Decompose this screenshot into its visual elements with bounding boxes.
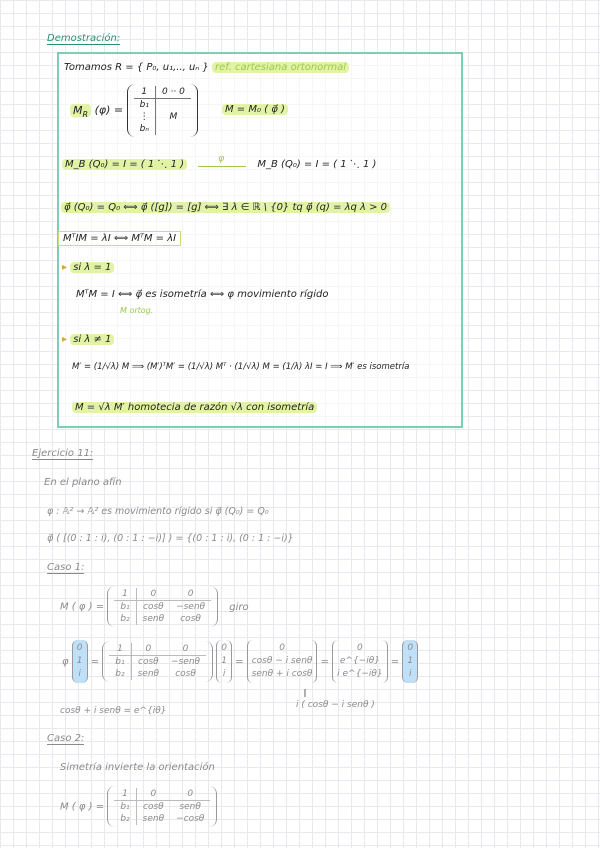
- matrix-cell: senθ: [179, 802, 201, 812]
- proof-line-4: φ⃗ (Q₀) = Q₀ ⟺ φ⃗ ([g]) = [g] ⟺ ∃ λ ∈ ℝ \ {0} tq φ⃗ (q) = λq λ > 0: [61, 202, 390, 213]
- vector-entry: 0: [407, 643, 414, 653]
- matrix-cell: 0: [136, 788, 170, 801]
- vector-entry: 0: [76, 643, 83, 653]
- vector-final: [402, 640, 418, 683]
- matrix-cell: 1: [114, 588, 136, 601]
- matrix-cell: b₂: [109, 668, 131, 680]
- exercise-title: Ejercicio 11:: [32, 448, 94, 459]
- proof-line-1-note: ref. cartesiana ortonormal: [212, 62, 349, 73]
- matrix-cell: cosθ: [143, 802, 164, 812]
- vector-result: [247, 640, 318, 683]
- proof-line-1: [64, 62, 349, 73]
- matrix-cell: 0: [170, 588, 211, 601]
- vector-entry: 1: [221, 656, 227, 666]
- case1-title: Caso 1:: [47, 562, 85, 573]
- matrix-cell: cosθ: [180, 614, 201, 624]
- case1-equation: [76, 289, 328, 300]
- matrix-cell: b₂: [114, 813, 136, 825]
- case2-row: [62, 334, 114, 345]
- proof-line-1-text: Tomamos R = { P₀, u₁,.., uₙ }: [64, 62, 209, 73]
- matrix-cell: 0: [131, 643, 165, 656]
- matrix-cell: [155, 99, 190, 112]
- vector-entry: i e^{−iθ}: [337, 669, 383, 679]
- matrix-cell: M: [169, 112, 178, 122]
- exercise-line-3: φ⃗ ( [(0 : 1 : i), (0 : 1 : −i)] ) = {(0 : 1 : i), (0 : 1 : −i)}: [47, 533, 294, 544]
- matrix-cell: bₙ: [134, 123, 156, 135]
- final-equation: M = √λ M′ homotecia de razón √λ con isometría: [72, 402, 317, 413]
- case2-m-label: M ( φ ) =: [60, 801, 105, 813]
- line3-arrow: [198, 154, 246, 167]
- vector-entry: 1: [76, 656, 83, 666]
- matrix-cell: ⋮: [134, 111, 156, 123]
- vector-entry: i: [78, 669, 81, 679]
- matrix-cell: b₂: [114, 613, 136, 625]
- matrix-cell: b₁: [109, 656, 131, 669]
- matrix-cell: b₁: [114, 601, 136, 614]
- matrix-cell: [155, 123, 190, 135]
- case1-label: si λ = 1: [70, 262, 114, 273]
- mr-matrix: [127, 84, 198, 137]
- vector-left: [72, 640, 88, 683]
- matrix-cell: b₁: [134, 99, 156, 112]
- line3-right: M_B (Q₀) = I = ( 1 ⋱ 1 ): [257, 159, 377, 170]
- case1-m-label: M ( φ ) =: [60, 601, 105, 613]
- matrix-cell: cosθ: [175, 669, 196, 679]
- bullet-icon: ▸: [62, 334, 68, 345]
- section-title: Demostración:: [47, 33, 121, 44]
- case1-note: giro: [229, 601, 249, 613]
- matrix-cell: 0: [136, 588, 170, 601]
- case1-note: M ortog.: [120, 306, 154, 315]
- euler-formula: cosθ + i senθ = e^{iθ}: [60, 706, 167, 716]
- vector-mid: [216, 640, 232, 683]
- vector-equation: φ 0 1 i = 1 0 0 b₁ cosθ −senθ b₂ senθ cosθ 0 1 i = 0 cosθ − i senθ senθ + i cosθ = 0 e^{−iθ} i e^{−iθ} = 0 1 i: [62, 640, 418, 683]
- case2-equation: M′ = (1/√λ) M ⟹ (M′)ᵀM′ = (1/√λ) Mᵀ · (1/√λ) M = (1/λ) λI = I ⟹ M′ es isometría: [72, 362, 410, 372]
- mr-arg: (φ) =: [94, 103, 124, 117]
- matrix-cell: 0: [170, 788, 210, 801]
- vector-matrix: [102, 641, 213, 682]
- case1-row: [62, 262, 114, 273]
- case2-label: si λ ≠ 1: [70, 334, 114, 345]
- case1-matrix: [107, 586, 218, 627]
- matrix-cell: −senθ: [176, 602, 206, 612]
- vector-entry: 0: [357, 643, 363, 653]
- matrix-cell: −cosθ: [176, 814, 205, 824]
- vector-entry: senθ + i cosθ: [251, 669, 313, 679]
- proof-line-5: MᵀIM = λI ⟺ MᵀM = λI: [58, 231, 181, 246]
- vector-entry: i: [408, 669, 412, 679]
- vector-entry: e^{−iθ}: [339, 656, 380, 666]
- case1-eq-text: MᵀM = I ⟺ φ⃗ es isometría ⟺ φ movimiento rígido: [76, 289, 329, 300]
- exercise-line-1: En el plano afín: [44, 477, 122, 488]
- vector-entry: 1: [407, 656, 414, 666]
- matrix-cell: b₁: [114, 801, 136, 814]
- mr-label: $M_R$: [70, 104, 91, 117]
- matrix-cell: 1: [114, 788, 136, 801]
- vector-exp: [332, 640, 387, 683]
- matrix-cell: cosθ: [138, 657, 159, 667]
- matrix-cell: 0: [165, 643, 206, 656]
- vector-entry: i: [222, 669, 226, 679]
- bullet-icon: ▸: [62, 262, 68, 273]
- line3-arrow-label: φ: [218, 154, 225, 164]
- matrix-cell: −senθ: [171, 657, 201, 667]
- proof-line-3: [62, 154, 377, 170]
- exercise-line-2: φ : 𝔸² → 𝔸² es movimiento rígido si φ⃗ (Q₀) = Q₀: [47, 506, 269, 517]
- matrix-cell: 0 ·· 0: [155, 86, 190, 99]
- m-equals-m0: M = M₀ ( φ⃗ ): [222, 104, 288, 115]
- matrix-cell: 1: [134, 86, 156, 99]
- matrix-cell: 1: [109, 643, 131, 656]
- under-note-dbl: ‖: [303, 688, 307, 697]
- matrix-cell: senθ: [137, 669, 160, 679]
- case2-title: Caso 2:: [47, 733, 85, 744]
- phi-symbol: φ: [62, 656, 69, 668]
- line3-left: M_B (Q₀) = I = ( 1 ⋱ 1 ): [62, 159, 187, 170]
- matrix-cell: senθ: [142, 614, 165, 624]
- case2-matrix-eq: [60, 786, 217, 827]
- mr-equation: [70, 84, 198, 137]
- under-note: i ( cosθ − i senθ ): [296, 700, 375, 710]
- vector-entry: 0: [279, 643, 285, 653]
- case2-matrix: [107, 786, 217, 827]
- case2-line: Simetría invierte la orientación: [60, 762, 215, 773]
- vector-entry: 0: [221, 643, 227, 653]
- matrix-cell: senθ: [142, 814, 165, 824]
- matrix-cell: cosθ: [143, 602, 164, 612]
- vector-entry: cosθ − i senθ: [251, 656, 313, 666]
- case1-matrix-eq: [60, 586, 249, 627]
